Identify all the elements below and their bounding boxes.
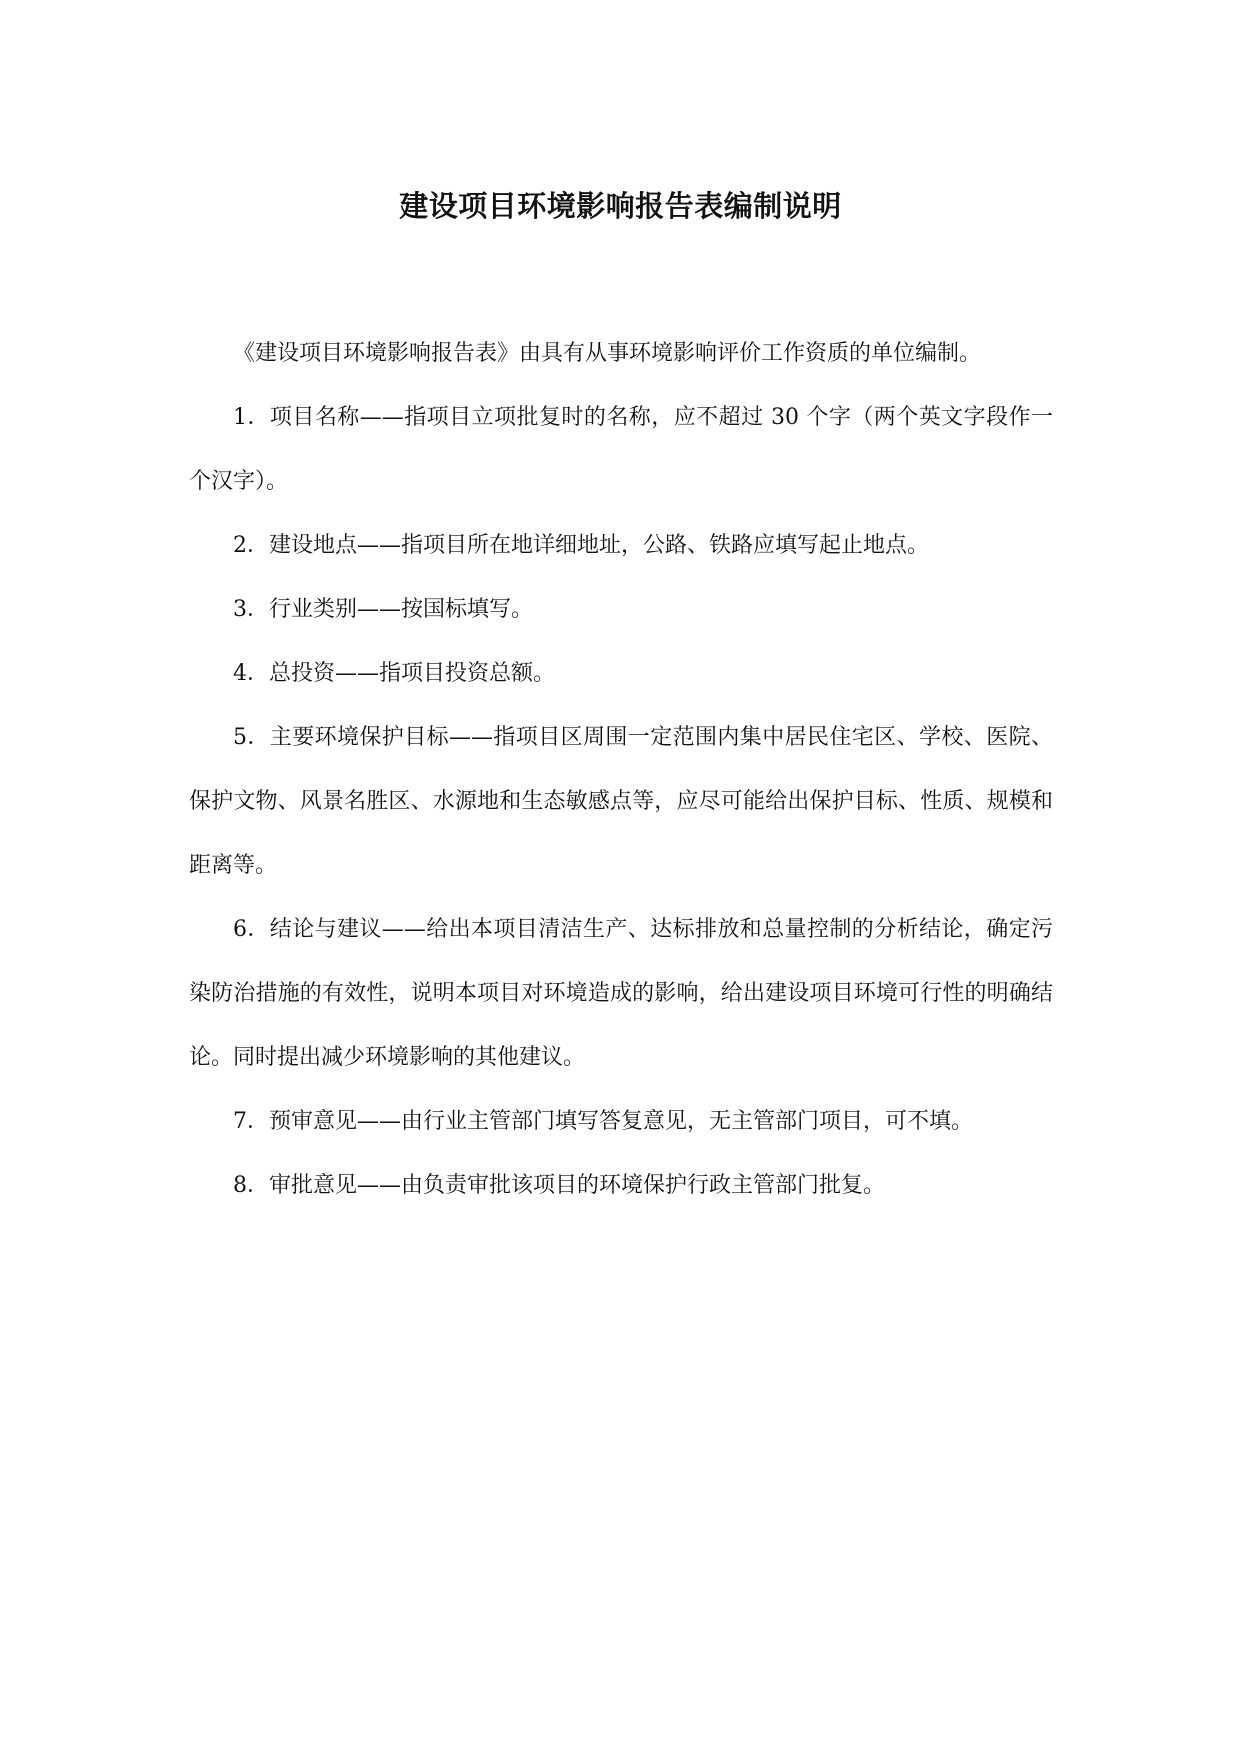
item-protection-targets: 5．主要环境保护目标——指项目区周围一定范围内集中居民住宅区、学校、医院、保护文物、风景名胜区、水源地和生态敏感点等，应尽可能给出保护目标、性质、规模和距离等。 xyxy=(189,725,1053,878)
page-title: 建设项目环境影响报告表编制说明 xyxy=(399,189,842,223)
item-total-investment: 4．总投资——指项目投资总额。 xyxy=(233,661,555,686)
item-project-name: 1．项目名称——指项目立项批复时的名称，应不超过 30 个字（两个英文字段作一个汉字）。 xyxy=(189,405,1053,494)
item-construction-site: 2．建设地点——指项目所在地详细地址，公路、铁路应填写起止地点。 xyxy=(233,533,929,558)
item-industry-category: 3．行业类别——按国标填写。 xyxy=(233,597,533,622)
item-conclusions: 6．结论与建议——给出本项目清洁生产、达标排放和总量控制的分析结论，确定污染防治措施的有效性，说明本项目对环境造成的影响，给出建设项目环境可行性的明确结论。同时提出减少环境影响的其他建议。 xyxy=(189,917,1053,1070)
document-body xyxy=(189,322,1053,1218)
item-approval-opinion: 8．审批意见——由负责审批该项目的环境保护行政主管部门批复。 xyxy=(233,1173,885,1198)
intro-paragraph: 《建设项目环境影响报告表》由具有从事环境影响评价工作资质的单位编制。 xyxy=(233,341,982,366)
item-pre-review-opinion: 7．预审意见——由行业主管部门填写答复意见，无主管部门项目，可不填。 xyxy=(233,1109,973,1134)
